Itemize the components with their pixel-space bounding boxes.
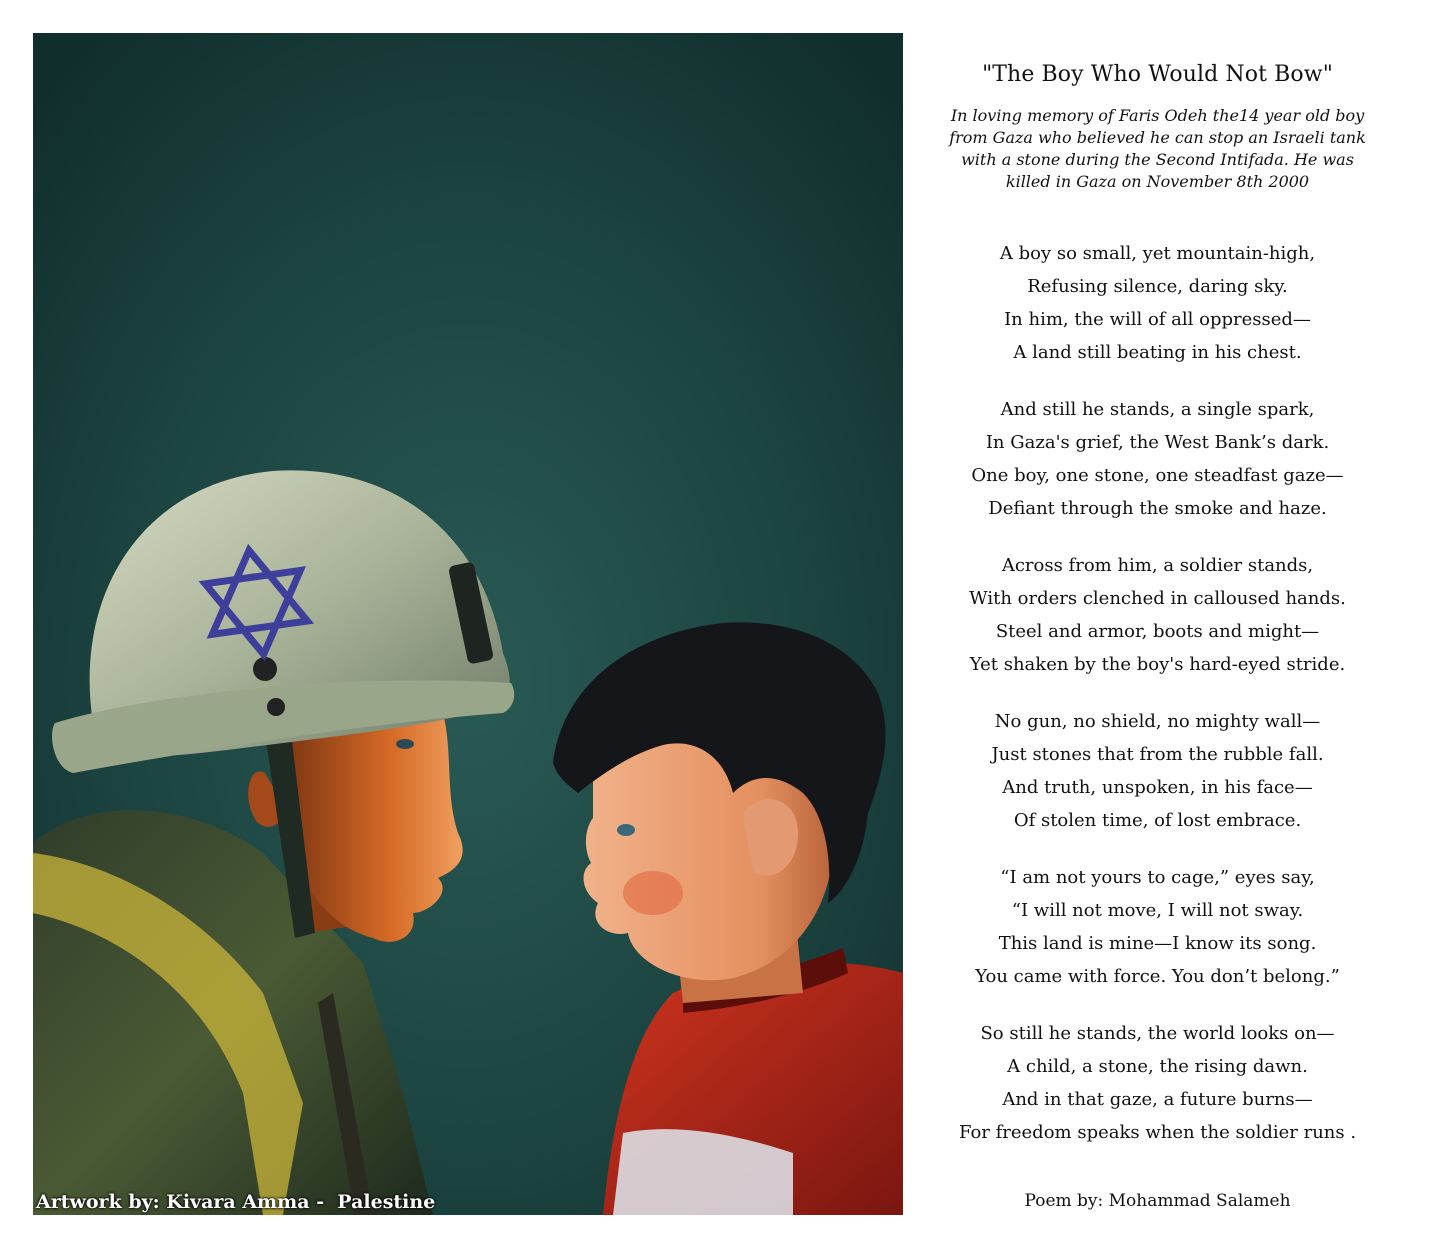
stanza — [905, 1017, 1410, 1149]
poem-line: And truth, unspoken, in his face— — [1002, 777, 1313, 798]
artwork-panel — [33, 33, 903, 1215]
stanza — [905, 549, 1410, 681]
poem-line: You came with force. You don’t belong.” — [975, 966, 1340, 987]
boy-eye — [617, 824, 635, 836]
dedication-line: with a stone during the Second Intifada. He was — [961, 150, 1354, 169]
poem-line: Steel and armor, boots and might— — [995, 621, 1320, 642]
poem-line: This land is mine—I know its song. — [998, 933, 1317, 954]
poem-line: And in that gaze, a future burns— — [1002, 1089, 1313, 1110]
poet-credit: Poem by: Mohammad Salameh — [1024, 1191, 1291, 1211]
poem-line: In Gaza's grief, the West Bank’s dark. — [985, 432, 1330, 453]
poem-line: A child, a stone, the rising dawn. — [1007, 1056, 1308, 1077]
soldier-helmet-rivet — [267, 698, 285, 716]
poem-line: A land still beating in his chest. — [1013, 342, 1302, 363]
soldier-helmet-rivet — [253, 657, 277, 681]
stanza — [905, 861, 1410, 993]
boy-cheek — [623, 871, 683, 915]
poem-line: One boy, one stone, one steadfast gaze— — [971, 465, 1344, 486]
dedication — [905, 105, 1410, 193]
poem-line: In him, the will of all oppressed— — [1004, 309, 1311, 330]
poem-line: For freedom speaks when the soldier runs . — [958, 1122, 1357, 1143]
poem-title: "The Boy Who Would Not Bow" — [982, 62, 1333, 87]
poem-line: “I am not yours to cage,” eyes say, — [1000, 867, 1315, 888]
poem-line: “I will not move, I will not sway. — [1011, 900, 1304, 921]
poem-line: Of stolen time, of lost embrace. — [1013, 810, 1302, 831]
soldier-eye — [396, 739, 414, 749]
poem-line: A boy so small, yet mountain-high, — [999, 243, 1316, 264]
stanza — [905, 705, 1410, 837]
dedication-line: from Gaza who believed he can stop an Israeli tank — [949, 128, 1366, 147]
stanza — [905, 393, 1410, 525]
dedication-line: killed in Gaza on November 8th 2000 — [1005, 172, 1310, 191]
poem-line: With orders clenched in calloused hands. — [969, 588, 1346, 609]
poem-line: Refusing silence, daring sky. — [1027, 276, 1288, 297]
poem-line: Just stones that from the rubble fall. — [991, 744, 1324, 765]
poem-line: Across from him, a soldier stands, — [1001, 555, 1314, 576]
dedication-line: In loving memory of Faris Odeh the14 year old boy — [950, 106, 1365, 125]
poem-line: No gun, no shield, no mighty wall— — [994, 711, 1321, 732]
poem-line: Defiant through the smoke and haze. — [988, 498, 1327, 519]
stanza — [905, 237, 1410, 369]
artwork-illustration — [33, 33, 903, 1215]
poem-body — [905, 237, 1410, 1149]
poem-line: So still he stands, the world looks on— — [980, 1023, 1335, 1044]
artist-credit: Artwork by: Kivara Amma - Palestine — [36, 1191, 436, 1213]
poem-line: And still he stands, a single spark, — [1000, 399, 1315, 420]
poem-line: Yet shaken by the boy's hard-eyed stride. — [969, 654, 1346, 675]
poem-panel — [905, 55, 1410, 1173]
